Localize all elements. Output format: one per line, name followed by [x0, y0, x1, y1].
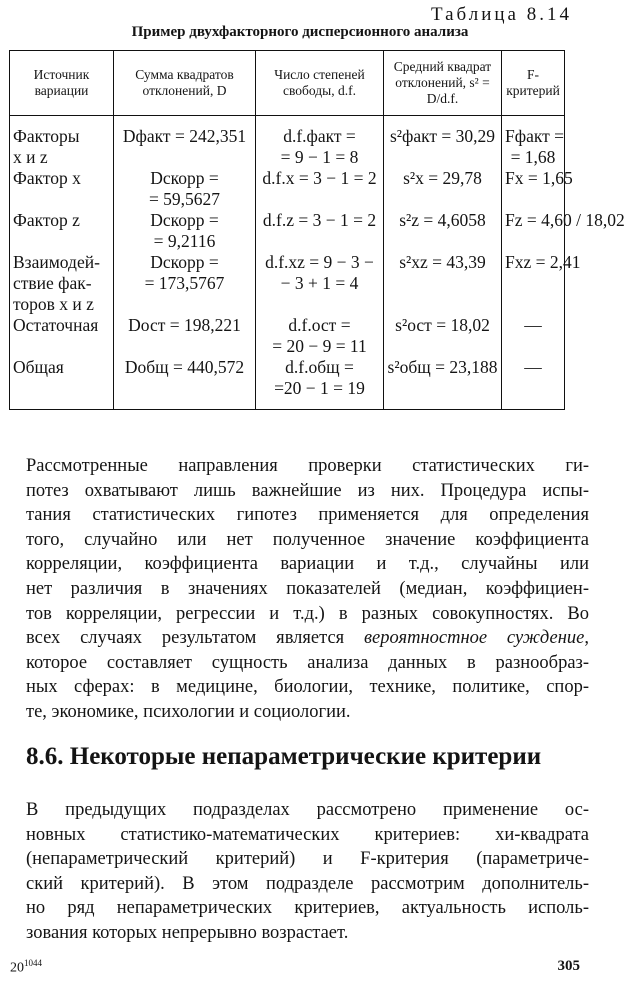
cell-text: Остаточная: [13, 315, 99, 335]
paragraph-2: [26, 798, 589, 946]
emphasis-term: вероятностное суждение: [363, 628, 585, 649]
col-header-sum-squares: Сумма квадратов отклонений, D: [114, 51, 256, 116]
cell-text: s²факт = 30,29: [389, 126, 496, 146]
degrees-freedom-cell: [256, 116, 384, 169]
text-line: того, случайно или нет полученное значение коэффициента: [26, 529, 589, 550]
table-row: [10, 116, 565, 169]
degrees-freedom-cell: [256, 210, 384, 252]
f-criterion-cell: [502, 252, 581, 315]
text-line: корреляции, коэффициента вариации и т.д., случайны или: [26, 554, 589, 575]
cell-text: Взаимодей-: [13, 252, 100, 272]
printer-signature: [10, 958, 42, 977]
col-header-source: Источник вариации: [10, 51, 114, 116]
text-line: но ряд непараметрических критериев, актуальность исполь-: [26, 898, 589, 919]
cell-text: = 59,5627: [148, 189, 221, 209]
source-cell: [10, 315, 114, 357]
cell-text: Общая: [13, 357, 64, 377]
sum-squares-cell: [114, 357, 256, 410]
text-line: Рассмотренные направления проверки статистических ги-: [26, 456, 589, 476]
f-criterion-cell: [502, 357, 565, 410]
text-line: потез охватывают лишь важнейшие из них. Процедура испы-: [26, 480, 589, 501]
degrees-freedom-cell: [256, 357, 384, 410]
paragraph-1: [26, 454, 589, 725]
text-line: тов корреляции, регрессии и т.д.) в разных совокупностях. Во: [26, 603, 589, 624]
mean-square-cell: [384, 168, 502, 210]
sum-squares-cell: [114, 252, 256, 315]
text-line: нет различия в значениях показателей (медиан, коэффициен-: [26, 578, 589, 599]
text-line: ных сферах: в медицине, биологии, технике, политике, спор-: [26, 677, 589, 698]
cell-text: Фактор x: [13, 168, 81, 188]
mean-square-cell: [384, 252, 502, 315]
table-row: [10, 315, 565, 357]
section-heading: 8.6. Некоторые непараметрические критерии: [26, 743, 542, 770]
cell-text: s²z = 4,6058: [399, 210, 486, 230]
cell-text: Fx = 1,65: [505, 168, 573, 188]
cell-text: —: [524, 357, 542, 377]
signature-superscript: 1044: [24, 958, 42, 968]
cell-text: Dост = 198,221: [128, 315, 241, 335]
mean-square-cell: [384, 116, 502, 169]
cell-text: Dфакт = 242,351: [122, 126, 247, 146]
cell-text: d.f.ост =: [288, 315, 351, 335]
text-line: те, экономике, психологии и социологии.: [26, 701, 351, 722]
cell-text: = 1,68: [510, 147, 556, 167]
cell-text: Fфакт =: [505, 126, 565, 146]
degrees-freedom-cell: [256, 252, 384, 315]
cell-text: Fxz = 2,41: [505, 252, 581, 272]
cell-text: s²ост = 18,02: [395, 315, 490, 335]
text-line: ский критерий). В этом подразделе рассмотрим дополнитель-: [26, 873, 589, 894]
text-line: [26, 626, 589, 651]
col-header-f-criterion: F-критерий: [502, 51, 565, 116]
cell-text: ствие фак-: [13, 273, 92, 293]
f-criterion-cell: [502, 210, 625, 252]
table-row: [10, 252, 565, 315]
text-segment: всех случаях результатом является: [26, 628, 364, 649]
f-criterion-cell: [502, 315, 565, 357]
signature-number: 20: [10, 960, 24, 976]
degrees-freedom-cell: [256, 168, 384, 210]
sum-squares-cell: [114, 168, 256, 210]
page-number: 305: [557, 958, 580, 974]
cell-text: = 9,2116: [153, 231, 216, 251]
table-row: [10, 168, 565, 210]
col-header-degrees-freedom: Число степеней свободы, d.f.: [256, 51, 384, 116]
table-caption: Таблица 8.14: [430, 4, 572, 25]
cell-text: Dскорр =: [150, 252, 219, 272]
table-row: [10, 210, 565, 252]
cell-text: x и z: [13, 147, 48, 167]
cell-text: Dскорр =: [150, 210, 219, 230]
cell-text: d.f.z = 3 − 1 = 2: [262, 210, 377, 230]
cell-text: s²xz = 43,39: [399, 252, 486, 272]
sum-squares-cell: [114, 210, 256, 252]
cell-text: d.f.общ =: [285, 357, 354, 377]
text-line: В предыдущих подразделах рассмотрено применение ос-: [26, 800, 589, 820]
table-row: [10, 357, 565, 410]
cell-text: —: [524, 315, 542, 335]
cell-text: Фактор z: [13, 210, 80, 230]
mean-square-cell: [384, 210, 502, 252]
table-header-row: [10, 51, 565, 116]
text-segment: ,: [584, 628, 589, 649]
text-line: тания статистических гипотез применяется для определения: [26, 505, 589, 526]
source-cell: [10, 252, 114, 315]
text-line: (непараметрический критерий) и F-критерия (параметриче-: [26, 849, 589, 870]
cell-text: s²общ = 23,188: [387, 357, 498, 377]
anova-table: [9, 50, 625, 410]
text-line: новных статистико-математических критериев: хи-квадрата: [26, 824, 589, 845]
text-line: которое составляет сущность анализа данных в разнообраз-: [26, 652, 589, 673]
degrees-freedom-cell: [256, 315, 384, 357]
sum-squares-cell: [114, 116, 256, 169]
cell-text: − 3 + 1 = 4: [280, 273, 359, 293]
f-criterion-cell: [502, 168, 573, 210]
cell-text: =20 − 1 = 19: [274, 378, 365, 398]
cell-text: = 20 − 9 = 11: [272, 336, 367, 356]
source-cell: [10, 210, 114, 252]
cell-text: d.f.x = 3 − 1 = 2: [262, 168, 377, 188]
cell-text: d.f.xz = 9 − 3 −: [265, 252, 374, 272]
cell-text: Dскорр =: [150, 168, 219, 188]
source-cell: [10, 357, 114, 410]
cell-text: торов x и z: [13, 294, 94, 314]
cell-text: Fz = 4,60 / 18,02: [505, 210, 625, 230]
cell-text: = 173,5767: [144, 273, 225, 293]
cell-text: Dобщ = 440,572: [124, 357, 245, 377]
mean-square-cell: [384, 357, 502, 410]
source-cell: [10, 168, 114, 210]
cell-text: = 9 − 1 = 8: [280, 147, 359, 167]
cell-text: Факторы: [13, 126, 80, 146]
mean-square-cell: [384, 315, 502, 357]
text-line: зования которых непрерывно возрастает.: [26, 922, 349, 943]
sum-squares-cell: [114, 315, 256, 357]
source-cell: [10, 116, 114, 169]
cell-text: d.f.факт =: [283, 126, 356, 146]
col-header-mean-square: Средний квадрат отклонений, s² = D/d.f.: [384, 51, 502, 116]
table-title: Пример двухфакторного дисперсионного анализа: [131, 24, 469, 40]
f-criterion-cell: [502, 116, 565, 169]
cell-text: s²x = 29,78: [403, 168, 482, 188]
